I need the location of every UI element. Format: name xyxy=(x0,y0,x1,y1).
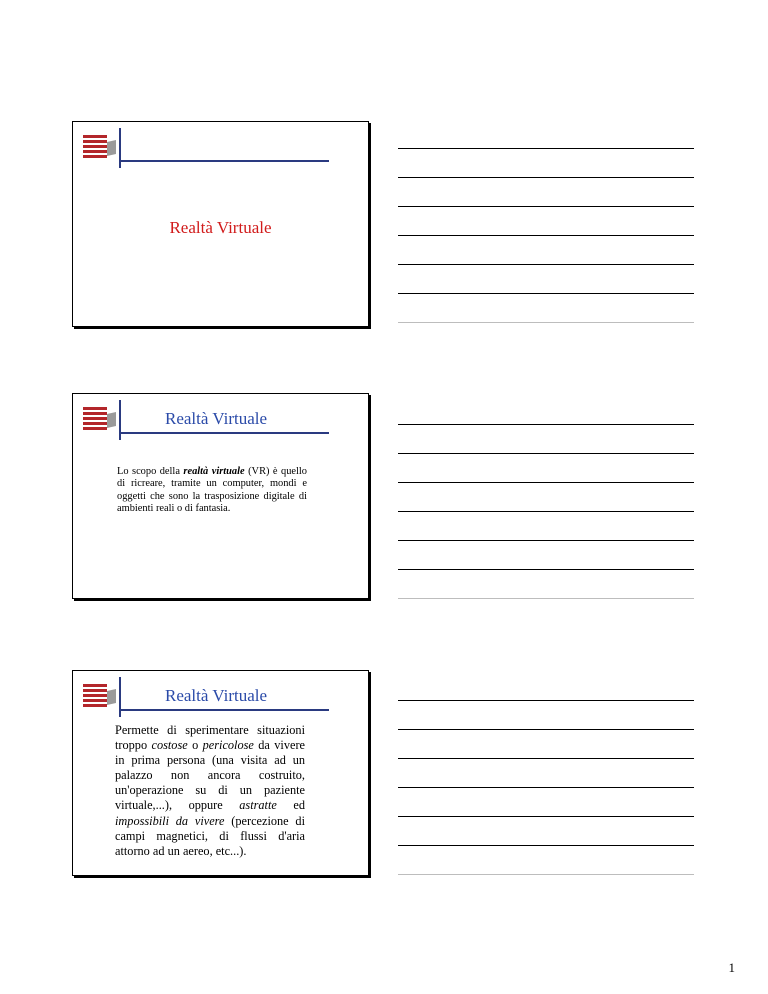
note-line xyxy=(398,148,694,149)
note-line xyxy=(398,293,694,294)
body-text: o xyxy=(187,738,203,753)
body-text: (percezione di campi magnetici, di flussi d'aria attorno ad un aereo, etc...). xyxy=(115,813,305,858)
note-line xyxy=(398,874,694,875)
frame-horizontal-rule xyxy=(119,432,329,434)
body-text: Lo scopo della xyxy=(117,466,184,477)
book-stack-logo-icon xyxy=(83,134,117,160)
note-line xyxy=(398,453,694,454)
note-line xyxy=(398,540,694,541)
body-emphasis: realtà virtuale xyxy=(183,466,245,477)
note-line xyxy=(398,700,694,701)
note-line xyxy=(398,816,694,817)
note-line xyxy=(398,235,694,236)
body-text: da vivere in prima persona (una visita ad un palazzo non ancora costruito, un'operazione su di un paziente virtuale,...), oppure xyxy=(115,738,305,813)
frame-horizontal-rule xyxy=(119,160,329,162)
note-line xyxy=(398,424,694,425)
frame-horizontal-rule xyxy=(119,709,329,711)
note-line xyxy=(398,511,694,512)
slide-title: Realtà Virtuale xyxy=(169,218,272,237)
frame-vertical-rule xyxy=(119,400,121,440)
slide-title: Realtà Virtuale xyxy=(165,409,268,428)
note-line xyxy=(398,177,694,178)
note-line xyxy=(398,758,694,759)
body-text: (VR) è quello di ricreare, tramite un computer, mondi e oggetti che sono la trasposizione digitale di ambienti reali o di fantasia. xyxy=(117,466,307,514)
slide-2 xyxy=(72,393,369,599)
note-line xyxy=(398,206,694,207)
note-line xyxy=(398,598,694,599)
note-line xyxy=(398,569,694,570)
body-emphasis: costose xyxy=(151,738,188,753)
body-emphasis: astratte xyxy=(239,798,277,813)
book-stack-logo-icon xyxy=(83,683,117,709)
body-emphasis: impossibili da vivere xyxy=(115,813,225,828)
body-emphasis: pericolose xyxy=(202,738,254,753)
note-line xyxy=(398,845,694,846)
body-text: ed xyxy=(276,798,305,813)
note-line xyxy=(398,322,694,323)
frame-vertical-rule xyxy=(119,677,121,717)
slide-title: Realtà Virtuale xyxy=(165,686,268,705)
page-number: 1 xyxy=(728,960,735,975)
slide-1 xyxy=(72,121,369,327)
slide-3 xyxy=(72,670,369,876)
note-line xyxy=(398,482,694,483)
book-stack-logo-icon xyxy=(83,406,117,432)
note-line xyxy=(398,729,694,730)
slide-body xyxy=(117,466,307,515)
note-line xyxy=(398,264,694,265)
frame-vertical-rule xyxy=(119,128,121,168)
note-line xyxy=(398,787,694,788)
body-text: Permette di sperimentare situazioni troppo xyxy=(115,723,305,753)
slide-body xyxy=(115,723,305,859)
